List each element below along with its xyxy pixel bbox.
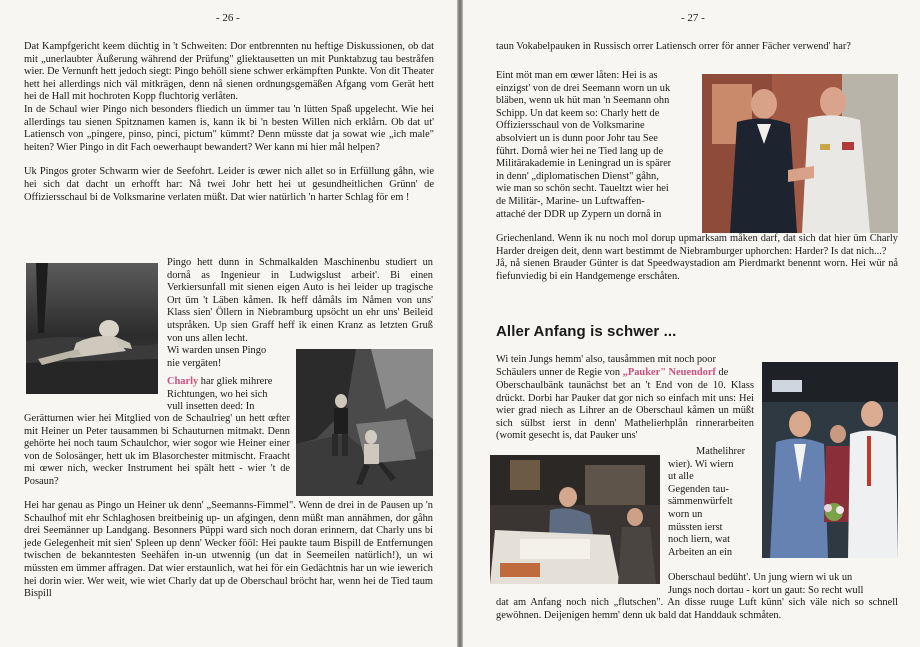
photo-handshake-uniform: [702, 74, 898, 233]
text-closing: dat am Anfang noch nich „flutschen". An disse ruuge Luft künn' sich väle nich so schnell gewöhnen. Deijenigen hemm' denn uk bald dat Handdauk schmåten.: [496, 597, 898, 621]
text-line: nie vergäten!: [167, 357, 222, 369]
text-line: in denn' „diplomatischen Dienst" gåhn,: [496, 170, 659, 182]
text-line: Gegenden tau-: [668, 483, 729, 495]
text-line: wie man so schön secht. Taueltzt wier hei: [496, 183, 669, 195]
text-intro: [496, 354, 756, 379]
pauker-name: „Pauker" Neuendorf: [622, 366, 716, 378]
text-charly-sports: Gerätturnen wier hei Mitglied von de Schaulrieg' un hett œfter mit Heiner un Peter tausammen bi Schauturnen mitmakt. Denn gehörte hei noch taum Schaulchor, wier sogor wie Heiner einer von de Solosänger, hett uk im Blasorchester mitmischt. Fraacht mi œwer nich, wecker Instrument hei spält hett - wier 't de Posaun?: [24, 413, 290, 487]
text-line: Schipp. Un dat keem so: Charly hett de: [496, 107, 660, 119]
text-line: Schäulers unner de Regie von: [496, 366, 623, 378]
photo-pingo-lying-on-grass: [26, 263, 158, 394]
text-jung-wiern: [668, 572, 903, 597]
text-line: ut alle: [668, 471, 694, 483]
paragraph: Uk Pingos groter Schwarm wier de Seefohrt. Leider is œwer nich allet so in Erfüllung gåhn, wie hei sich dat dacht un erhofft har: Nå twei Johr hett hei ut gesundheitlichen Grünn' de Offiziersschaul bi de Volksmarine verlaten müßt. Dat wier natürlich 'n harter Schlag för em !: [24, 166, 434, 203]
text-line: Jungs noch dortau - kort un gaut: So recht wull: [668, 584, 864, 596]
photo-men-at-desk: [490, 455, 660, 584]
text-line: müssten ierst: [668, 521, 723, 533]
charly-name: Charly: [167, 376, 199, 387]
text-pingo-career: Pingo hett dunn in Schmalkalden Maschinenbu studiert un dornå as Ingenieur in Ludwigslust arbeit'. Bi einen Verkiersunfall mit sienen eigen Auto is hei leider up tragische Ort üm 't Läben kåmen. Ik heff dåmåls im Nåmen von uns' Klass sien' Öllern in Niebramburg upsöcht un ehr uns' Beileid utspråken. Up sien Graff heff ik einen Kranz as letzten Gruß von uns allen lecht.: [167, 257, 433, 344]
text-line: attaché der DDR up Zypern un dornå in: [496, 208, 662, 220]
left-page: [0, 0, 457, 647]
text-seemanns-fimmel: Hei har genau as Pingo un Heiner uk denn' „Seemanns-Fimmel". Wenn de drei in de Pausen up 'n Schaulhof mit ehr Schlaghosen breitbeinig up- un afgingen, denn müßt man annähmen, dor gåhn drei Seemänner up Landgang. Besonners Püppi ward sich noch doran erinnern, dat Charly uns bi jede Gelegenheit mit sien' Spleen up denn' Wecker fööl: Hei paukte taum Bispill de Entfernungen twischen de bekanntesten Seehäfen in-un utwennig (un dat in Seemeilen natürlich!), un wi müssten em ümmer affragen. Dat wier erstaunlich, wat hei för ein Gedächtnis har un wie iewerich hei dorin wier. Wer weit, wie wiet Charly dat up de Oberschaul bröcht har, wenn hei de Tied taum Bispill: [24, 500, 433, 600]
text-line: bläben, wenn uk hüt man 'n Seemann ohn: [496, 95, 670, 107]
text-line: vull insetten deed: In: [167, 401, 255, 413]
farewell-text: [167, 345, 295, 370]
text-line: de Militär-, Marine- un Luftwaffen-: [496, 195, 645, 207]
paragraph: In de Schaul wier Pingo nich besonders fliedich un ümmer tau 'n lütten Spaß upgelecht. Wie hei allerdings tau sienen Spitznamen kamen is, kann ik bi 'n besten Willen nich erklårn. Ob dat ut' Latiensch von „pingere, pinso, pinci, pictum" kümmt? Denn müsste dat ja sowat wie „ich male" heiten? Wier Pingo in dit Fach oewerhaupt bewandert? Wer kann mi hier mål helpen?: [24, 103, 434, 153]
text-griechenland: [496, 233, 898, 283]
text-line: Wi tein Jungs hemm' also, tausåmmen mit noch poor: [496, 354, 716, 365]
text-line: Mathelihrer: [696, 446, 746, 457]
section-heading: Aller Anfang is schwer ...: [496, 323, 677, 340]
text-line: de: [715, 366, 729, 378]
text-oberschaul: Oberschaulbänk taunächst bet an 't End von de 10. Klass drückt. Dorbi har Pauker dat gor nich so einfach mit uns: Hei wier grad niech as Lihrer an de Oberschaul kåmen un müßt sich sülbst ierst in denn' Mathelierhplån rinnerarbeiten (womit gesecht is, dat Pauker uns': [496, 380, 754, 442]
text-line: Richtungen, wo hei sich: [167, 388, 268, 400]
text-line: har gliek mihrere: [198, 376, 273, 387]
text-block-top: [24, 41, 434, 204]
page-number: - 27 -: [681, 12, 705, 24]
text-line: Arbeiten an ein: [668, 546, 733, 558]
page-number: - 26 -: [216, 12, 240, 24]
text-vokabelpauken: taun Vokabelpauken in Russisch orrer Latiensch orrer för anner Fächer verwend' har?: [496, 41, 851, 52]
text-line: Eint möt man em œwer låten: Hei is as: [496, 70, 658, 81]
text-line: führt. Dornå wier hei ne Tied lang up de: [496, 145, 664, 157]
text-charly-career: [496, 70, 692, 221]
text-line: noch liern, wat: [668, 534, 731, 546]
text-line: Militärakademie in Leningrad un is spärer: [496, 158, 672, 170]
paragraph: Griechenland. Wenn ik nu noch mol dorup upmarksam måken darf, dat sich dat hier üm Charly Harder dreigen deit, denn wart bestimmt de Niebramburger uphorchen: Harder? Is dat nich...?: [496, 233, 898, 257]
text-line: Oberschaul bedüht'. Un jung wiern wi uk un: [668, 572, 853, 583]
photo-boys-on-rocks: [296, 349, 433, 496]
photo-group-with-flowers: [762, 362, 898, 558]
text-line: absolviert un is dunn poor Johr tau See: [496, 132, 658, 144]
text-line: worn un: [668, 508, 703, 520]
text-line: Offiziersschaul von de Volksmarine: [496, 120, 645, 132]
text-narrow-column: [668, 446, 758, 559]
paragraph: Jå, nå sienen Brauder Günter is dat Speedwaystadion am Pierdmarkt benennt worn. Hei wür nå fiefunviedig bi ein Handgemenge erschåten.: [496, 258, 898, 282]
text-line: Wi warden unsen Pingo: [167, 345, 267, 356]
right-page: [463, 0, 920, 647]
text-line: wier). Wi wiern: [668, 458, 734, 470]
text-line: sämmenwürfelt: [668, 496, 733, 508]
text-line: einzigst' von de drei Seemann worn un uk: [496, 82, 671, 94]
paragraph: Dat Kampfgericht keem düchtig in 't Schweiten: Dor entbrennten nu heftige Diskussionen, ob dat mit „unerlaubter Äußerung während der Prüfung" gliektausetten un mit Punktabzug tau bestråfen wier. De Vernunft hett jedoch siegt: Pingo behöll siene schwer erkämpften Punkte. Von dit Theater hett hei allerdings nich väl mitkrägen, denn nå sienen ordnungsgemäßen Afgang vom Gerät hett hei de Hall mit hochroten Kopp fluchtorig verlåten.: [24, 41, 434, 103]
text-charly-intro: [167, 376, 295, 414]
